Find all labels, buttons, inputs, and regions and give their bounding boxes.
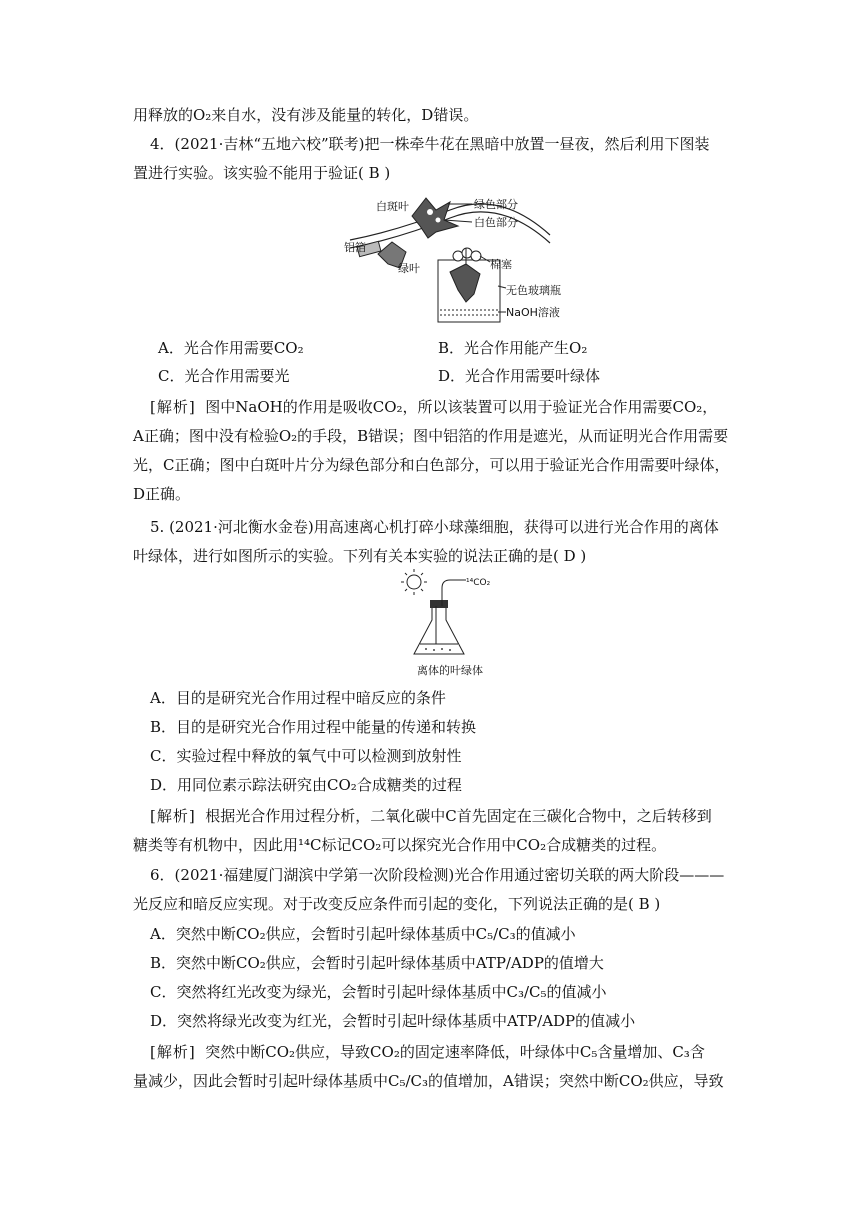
label-naoh: NaOH溶液 [506,306,560,319]
option-b: B．突然中断CO₂供应，会暂时引起叶绿体基质中ATP/ADP的值增大 [150,954,604,972]
option-a: A．突然中断CO₂供应，会暂时引起叶绿体基质中C₅/C₃的值减小 [150,925,576,943]
text-line: 用释放的O₂来自水，没有涉及能量的转化，D错误。 [133,106,479,124]
question-5-stem: 5. (2021·河北衡水金卷)用高速离心机打碎小球藻细胞，获得可以进行光合作用的离体 [150,518,719,536]
option-a: A．光合作用需要CO₂ [158,339,304,357]
analysis-tag: [解析] [150,398,196,416]
analysis-line [150,396,717,418]
figure-caption: 离体的叶绿体 [417,664,483,677]
question-5-stem-cont: 叶绿体，进行如图所示的实验。下列有关本实验的说法正确的是( D ) [133,547,587,565]
label-white-spot-leaf: 白斑叶 [376,200,409,213]
analysis-line: 量减少，因此会暂时引起叶绿体基质中C₅/C₃的值增加，A错误；突然中断CO₂供应，导致 [133,1072,724,1090]
label-green-leaf: 绿叶 [398,262,420,275]
analysis-text: 突然中断CO₂供应，导致CO₂的固定速率降低，叶绿体中C₅含量增加、C₃含 [205,1043,705,1061]
label-cotton: 棉塞 [490,258,512,271]
question-6-stem-cont: 光反应和暗反应实现。对于改变反应条件而引起的变化，下列说法正确的是( B ) [133,895,661,913]
question-6-stem: 6．(2021·福建厦门湖滨中学第一次阶段检测)光合作用通过密切关联的两大阶段——— [150,866,725,884]
option-a: A．目的是研究光合作用过程中暗反应的条件 [150,689,446,707]
label-co2: ¹⁴CO₂ [466,578,491,588]
analysis-text: 图中NaOH的作用是吸收CO₂，所以该装置可以用于验证光合作用需要CO₂， [205,398,718,416]
option-d: D．突然将绿光改变为红光，会暂时引起叶绿体基质中ATP/ADP的值减小 [150,1012,636,1030]
analysis-line: 糖类等有机物中，因此用¹⁴C标记CO₂可以探究光合作用中CO₂合成糖类的过程。 [133,836,667,854]
label-foil: 铝箔 [344,241,366,254]
analysis-text: 根据光合作用过程分析，二氧化碳中C首先固定在三碳化合物中，之后转移到 [205,807,712,825]
option-b: B．光合作用能产生O₂ [438,339,588,357]
question-4-stem: 4．(2021·吉林“五地六校”联考)把一株牵牛花在黑暗中放置一昼夜，然后利用下图装 [150,135,710,153]
label-green-part: 绿色部分 [474,198,518,211]
analysis-line: 光，C正确；图中白斑叶片分为绿色部分和白色部分，可以用于验证光合作用需要叶绿体， [133,456,730,474]
analysis-line [150,805,712,827]
option-c: C．突然将红光改变为绿光，会暂时引起叶绿体基质中C₃/C₅的值减小 [150,983,607,1001]
analysis-line: D正确。 [133,485,191,503]
analysis-tag: [解析] [150,807,196,825]
analysis-tag: [解析] [150,1043,196,1061]
analysis-line: A正确；图中没有检验O₂的手段，B错误；图中铝箔的作用是遮光，从而证明光合作用需要 [133,427,729,445]
option-b: B．目的是研究光合作用过程中能量的传递和转换 [150,718,477,736]
analysis-line [150,1041,705,1063]
option-d: D．用同位素示踪法研究由CO₂合成糖类的过程 [150,776,462,794]
label-white-part: 白色部分 [474,216,518,229]
option-c: C．实验过程中释放的氧气中可以检测到放射性 [150,747,462,765]
label-bottle: 无色玻璃瓶 [506,284,561,297]
option-c: C．光合作用需要光 [158,367,290,385]
option-d: D．光合作用需要叶绿体 [438,367,601,385]
question-4-stem-cont: 置进行实验。该实验不能用于验证( B ) [133,164,391,182]
